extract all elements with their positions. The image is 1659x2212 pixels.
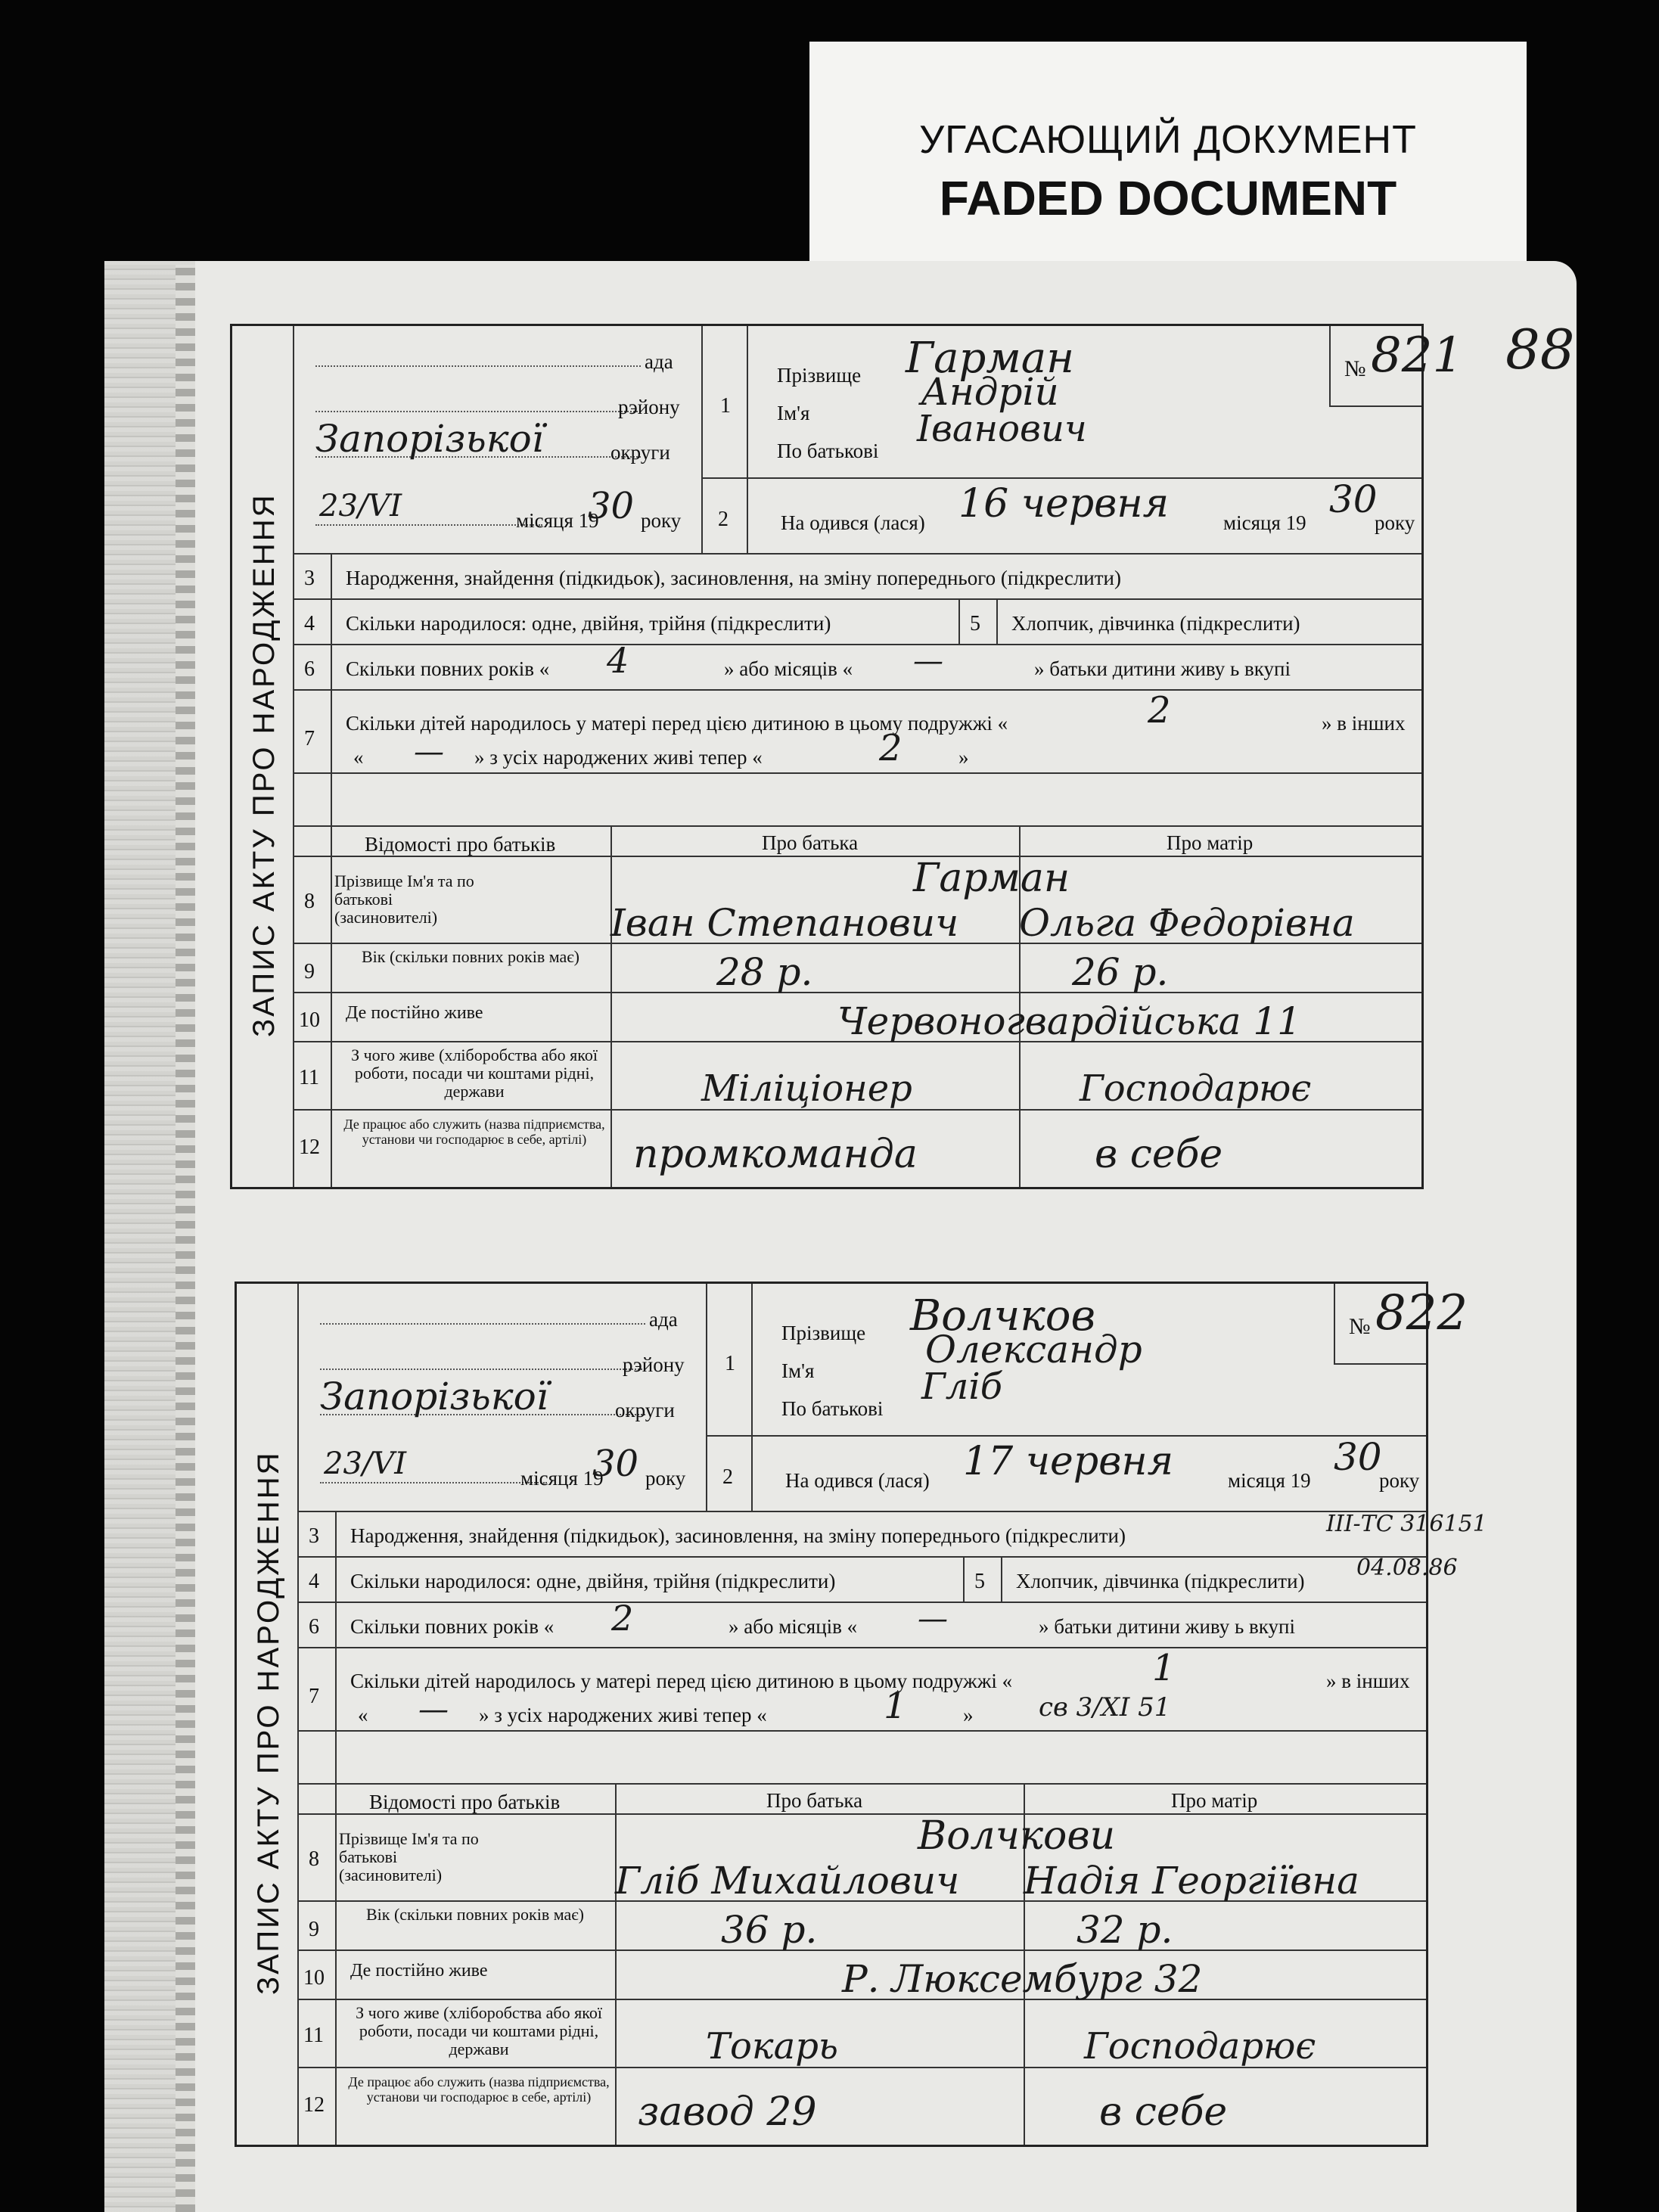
handwritten-alive-now: 1 (884, 1685, 907, 1727)
handwritten-father-occupation: Міліціонер (701, 1067, 912, 1110)
handwritten-children-other: — (418, 1692, 449, 1727)
father-header: Про батька (762, 831, 859, 854)
binding-strip (176, 265, 195, 2212)
row-number-7: 7 (309, 1685, 319, 1708)
handwritten-married-year: 30 (1329, 477, 1378, 521)
rule-line (293, 644, 1421, 645)
row4-text: Скільки народилося: одне, двійня, трійня (підкреслити) (350, 1570, 836, 1592)
label-ada: ада (649, 1308, 678, 1331)
label-number-sign: № (1344, 356, 1366, 381)
rule-line (701, 477, 1421, 479)
rule-line (297, 1284, 299, 2145)
handwritten-patronymic: Гліб (921, 1365, 1002, 1408)
label-month-2: місяця 19 (1223, 511, 1306, 534)
handwritten-year: 30 (588, 485, 635, 527)
handwritten-family-surname: Гарман (913, 856, 1070, 901)
margin-note-date: 04.08.86 (1356, 1555, 1458, 1581)
row-number-1: 1 (720, 394, 731, 418)
handwritten-surname: Гарман (906, 334, 1075, 383)
handwritten-mother-work: в себе (1095, 1132, 1223, 1177)
rule-line (1329, 326, 1331, 405)
label-rayon: рэйону (623, 1353, 685, 1376)
label-married: На одився (лася) (781, 511, 925, 534)
row7-text-d: » з усіх народжених живі тепер « (474, 746, 763, 769)
handwritten-date: 23/VI (324, 1446, 407, 1481)
rule-line (701, 326, 703, 553)
row8-text: Прізвище Ім'я та по батькові (засиновителі) (339, 1829, 479, 1884)
row11-text: З чого живе (хліборобства або якої роботи, посади чи коштами рідні, держави (356, 2003, 602, 2058)
row-number-7: 7 (304, 727, 315, 750)
handwritten-okrug: Запорізької (315, 417, 544, 461)
row-number-6: 6 (309, 1615, 319, 1639)
row7-text-e: » (958, 746, 969, 769)
label-year-suffix: року (645, 1467, 686, 1490)
row8-text: Прізвище Ім'я та по батькові (засиновителі) (334, 871, 474, 927)
label-name: Ім'я (781, 1359, 815, 1382)
handwritten-date: 23/VI (319, 489, 402, 523)
label-year-suffix: року (641, 509, 682, 532)
row-number-4: 4 (309, 1570, 319, 1593)
row-number-2: 2 (722, 1465, 733, 1489)
rule-line (293, 825, 1421, 827)
mother-header: Про матір (1167, 831, 1254, 854)
row-number-5: 5 (974, 1570, 985, 1593)
row6-text-b: » або місяців « (729, 1615, 858, 1638)
handwritten-father-work: завод 29 (638, 2089, 817, 2135)
handwritten-mother-age: 26 р. (1072, 950, 1169, 994)
label-ada: ада (645, 350, 673, 373)
row-number-4: 4 (304, 612, 315, 635)
label-patronymic: По батькові (777, 440, 879, 462)
birth-record-2 (235, 1282, 1487, 2147)
rule-line (963, 1556, 965, 1602)
handwritten-children-other: — (414, 735, 444, 769)
label-surname: Прізвище (777, 364, 862, 387)
handwritten-father-occupation: Токарь (706, 2025, 839, 2068)
rule-line (706, 1435, 1426, 1437)
row9-text: Вік (скільки повних років має) (361, 947, 580, 966)
handwritten-years-together: 2 (611, 1598, 634, 1639)
row-number-12: 12 (299, 1136, 320, 1159)
label-month: місяця 19 (520, 1467, 604, 1490)
row-number-11: 11 (299, 1066, 319, 1089)
faded-document-stamp (809, 42, 1527, 269)
label-surname: Прізвище (781, 1322, 866, 1344)
rule-line (293, 598, 1421, 600)
rule-line (615, 1783, 617, 2145)
row6-text-b: » або місяців « (724, 657, 853, 680)
rule-line (1329, 405, 1421, 407)
handwritten-patronymic: Іванович (917, 408, 1087, 450)
rule-line (297, 1730, 1426, 1732)
handwritten-father-age: 36 р. (721, 1908, 818, 1952)
rule-line (293, 326, 294, 1187)
label-month: місяця 19 (516, 509, 599, 532)
row6-text-a: Скільки повних років « (350, 1615, 555, 1638)
row-number-11: 11 (303, 2024, 324, 2047)
rule-line (706, 1284, 707, 1511)
handwritten-months-together: — (913, 644, 943, 679)
handwritten-married-day: 17 червня (963, 1439, 1174, 1484)
rule-line (293, 689, 1421, 691)
row7-text-b: » в інших (1326, 1670, 1410, 1692)
parents-header: Відомості про батьків (365, 833, 556, 856)
row7-text-d: » з усіх народжених живі тепер « (479, 1704, 767, 1726)
mother-header: Про матір (1171, 1789, 1258, 1812)
row-number-3: 3 (304, 567, 315, 590)
handwritten-years-together: 4 (607, 640, 629, 681)
label-number-sign: № (1349, 1314, 1371, 1339)
handwritten-residence: Р. Люксембург 32 (842, 1957, 1203, 2001)
row-number-9: 9 (309, 1918, 319, 1941)
handwritten-mother-age: 32 р. (1076, 1908, 1173, 1952)
handwritten-children-this: 2 (1148, 689, 1171, 732)
row10-text: Де постійно живе (346, 1003, 483, 1023)
handwritten-okrug: Запорізької (320, 1375, 548, 1418)
fill-line (315, 524, 542, 526)
rule-line (751, 1284, 753, 1511)
label-year-2: року (1379, 1469, 1420, 1492)
label-okrugy: округи (615, 1399, 675, 1421)
row7-text-c: « (358, 1704, 368, 1726)
father-header: Про батька (766, 1789, 863, 1812)
handwritten-children-this: 1 (1152, 1647, 1176, 1689)
handwritten-father-age: 28 р. (716, 950, 813, 994)
rule-line (297, 1602, 1426, 1603)
row4-text: Скільки народилося: одне, двійня, трійня (підкреслити) (346, 612, 831, 635)
row3-text: Народження, знайдення (підкидьок), засиновлення, на зміну попереднього (підкреслити) (346, 567, 1121, 589)
fill-line (315, 411, 641, 412)
handwritten-year: 30 (592, 1443, 639, 1485)
handwritten-married-year: 30 (1334, 1435, 1382, 1479)
rule-line (297, 1949, 1426, 1951)
row5-text: Хлопчик, дівчинка (підкреслити) (1011, 612, 1300, 635)
handwritten-mother-occupation: Господарює (1080, 1067, 1312, 1110)
row12-text: Де працює або служить (назва підприємства, установи чи господарює в себе, артілі) (348, 2074, 610, 2105)
handwritten-side-note: св 3/XI 51 (1039, 1692, 1171, 1723)
rule-line (297, 1647, 1426, 1648)
rule-line (1334, 1363, 1426, 1365)
rule-line (293, 772, 1421, 774)
row7-text-b: » в інших (1322, 712, 1406, 735)
label-name: Ім'я (777, 402, 810, 424)
label-month-2: місяця 19 (1228, 1469, 1311, 1492)
page-side-number: 88 (1505, 318, 1575, 381)
row-number-3: 3 (309, 1524, 319, 1548)
stamp-english-text: FADED DOCUMENT (939, 171, 1397, 225)
handwritten-surname: Волчков (910, 1291, 1096, 1341)
label-married: На одився (лася) (785, 1469, 930, 1492)
rule-line (335, 1511, 337, 2145)
vertical-record-title: ЗАПИС АКТУ ПРО НАРОДЖЕННЯ (247, 492, 281, 1037)
rule-line (297, 1556, 1426, 1558)
handwritten-father-name: Гліб Михайлович (615, 1859, 960, 1903)
record-number: 821 (1371, 328, 1464, 384)
row-number-10: 10 (303, 1966, 325, 1990)
handwritten-family-surname: Волчкови (918, 1813, 1116, 1859)
fill-line (320, 1323, 645, 1325)
row-number-6: 6 (304, 657, 315, 681)
row7-text-c: « (353, 746, 364, 769)
rule-line (293, 553, 1421, 555)
parents-header: Відомості про батьків (369, 1791, 561, 1813)
label-rayon: рэйону (618, 396, 680, 418)
fill-line (320, 1482, 547, 1483)
label-year-2: року (1375, 511, 1415, 534)
handwritten-name: Олександр (925, 1328, 1142, 1372)
rule-line (1334, 1284, 1335, 1363)
rule-line (297, 1783, 1426, 1785)
row6-text-c: » батьки дитини живу ь вкупі (1039, 1615, 1295, 1638)
row-number-1: 1 (725, 1352, 735, 1375)
row9-text: Вік (скільки повних років має) (365, 1905, 585, 1924)
row10-text: Де постійно живе (350, 1961, 488, 1981)
handwritten-mother-name: Надія Георгіївна (1024, 1859, 1359, 1903)
rule-line (297, 1511, 1426, 1512)
rule-line (747, 326, 748, 553)
row-number-12: 12 (303, 2093, 325, 2117)
row5-text: Хлопчик, дівчинка (підкреслити) (1016, 1570, 1305, 1592)
handwritten-father-work: промкоманда (633, 1132, 918, 1177)
rule-line (1001, 1556, 1002, 1602)
handwritten-alive-now: 2 (879, 727, 903, 769)
row3-text: Народження, знайдення (підкидьок), засиновлення, на зміну попереднього (підкреслити) (350, 1524, 1126, 1547)
handwritten-married-day: 16 червня (958, 481, 1170, 527)
row12-text: Де працює або служить (назва підприємства, установи чи господарює в себе, артілі) (343, 1117, 605, 1147)
rule-line (958, 598, 960, 644)
row11-text: З чого живе (хліборобства або якої роботи, посади чи коштами рідні, держави (351, 1045, 598, 1101)
row-number-8: 8 (309, 1847, 319, 1871)
row-number-9: 9 (304, 960, 315, 983)
handwritten-father-name: Іван Степанович (610, 901, 959, 945)
handwritten-mother-work: в себе (1099, 2089, 1228, 2135)
handwritten-months-together: — (918, 1602, 948, 1636)
row6-text-a: Скільки повних років « (346, 657, 550, 680)
label-patronymic: По батькові (781, 1397, 884, 1420)
row-number-5: 5 (970, 612, 980, 635)
row7-text-e: » (963, 1704, 974, 1726)
fill-line (315, 365, 641, 367)
row7-text-a: Скільки дітей народилось у матері перед цією дитиною в цьому подружжі « (350, 1670, 1013, 1692)
rule-line (293, 992, 1421, 993)
rule-line (996, 598, 998, 644)
handwritten-mother-occupation: Господарює (1084, 2025, 1316, 2068)
fill-line (320, 1369, 645, 1370)
handwritten-name: Андрій (921, 370, 1059, 414)
handwritten-residence: Червоногвардійська 11 (837, 999, 1301, 1043)
row7-text-a: Скільки дітей народилось у матері перед цією дитиною в цьому подружжі « (346, 712, 1008, 735)
label-okrugy: округи (610, 441, 670, 464)
row-number-2: 2 (718, 508, 729, 531)
vertical-record-title: ЗАПИС АКТУ ПРО НАРОДЖЕННЯ (252, 1450, 285, 1995)
rule-line (610, 825, 612, 1187)
rule-line (331, 553, 332, 1187)
birth-record-1 (230, 324, 1464, 1189)
margin-note: ІІІ-ТС 316151 (1326, 1511, 1487, 1537)
handwritten-mother-name: Ольга Федорівна (1019, 901, 1355, 945)
record-number: 822 (1375, 1285, 1468, 1341)
stamp-russian-text: УГАСАЮЩИЙ ДОКУМЕНТ (919, 118, 1417, 162)
row-number-8: 8 (304, 890, 315, 913)
row6-text-c: » батьки дитини живу ь вкупі (1034, 657, 1291, 680)
row-number-10: 10 (299, 1008, 320, 1032)
